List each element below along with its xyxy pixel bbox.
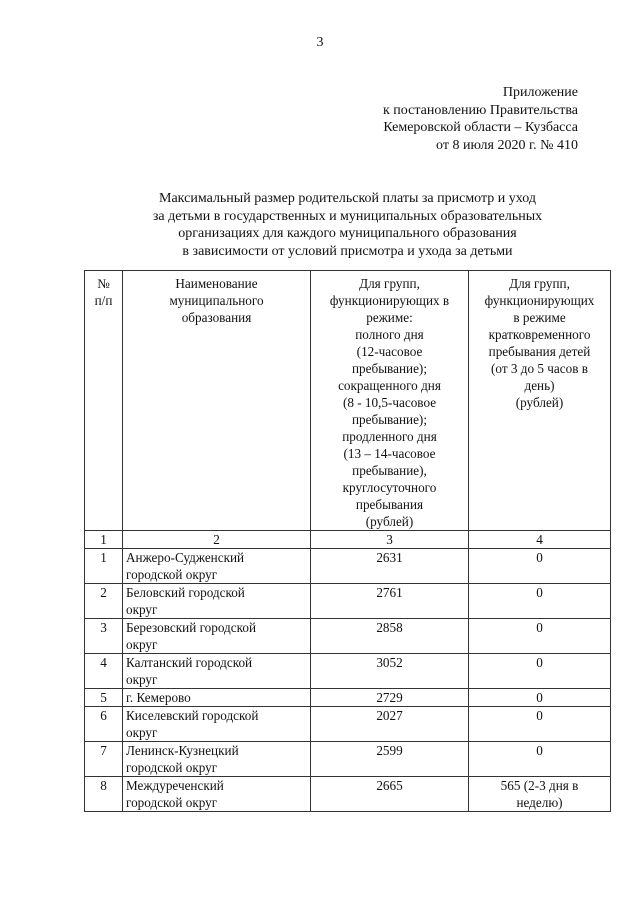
cell-line: (рублей) bbox=[515, 395, 564, 410]
cell-line: образования bbox=[181, 310, 252, 325]
header-full-day-groups bbox=[311, 271, 469, 531]
table-row bbox=[85, 742, 611, 777]
cell-line: круглосуточного bbox=[342, 480, 437, 495]
cell-line: функционирующих bbox=[484, 293, 595, 308]
cell-line: пребывания bbox=[355, 497, 424, 512]
row-number: 1 bbox=[85, 549, 123, 584]
cell-line: (от 3 до 5 часов в bbox=[491, 361, 588, 376]
cell-line: (12-часовое bbox=[356, 344, 423, 359]
cell-line: № bbox=[97, 276, 110, 291]
appendix-line: Приложение bbox=[502, 85, 578, 100]
cell-line: Березовский городской bbox=[126, 620, 257, 635]
cell-line: режиме: bbox=[366, 310, 413, 325]
table-row bbox=[85, 707, 611, 742]
row-number: 8 bbox=[85, 777, 123, 812]
header-number bbox=[85, 271, 123, 531]
cell-line: функционирующих в bbox=[329, 293, 450, 308]
full-day-fee: 2665 bbox=[311, 777, 469, 812]
cell-line: 0 bbox=[536, 550, 543, 565]
full-day-fee: 2858 bbox=[311, 619, 469, 654]
cell-line: г. Кемерово bbox=[126, 690, 191, 705]
municipality-name bbox=[123, 549, 311, 584]
table-header bbox=[85, 271, 611, 531]
table-row bbox=[85, 654, 611, 689]
column-index: 1 bbox=[85, 531, 123, 549]
cell-line: 0 bbox=[536, 690, 543, 705]
appendix-line: Кемеровской области – Кузбасса bbox=[383, 120, 578, 135]
header-short-stay-groups bbox=[469, 271, 611, 531]
short-stay-fee bbox=[469, 584, 611, 619]
short-stay-fee bbox=[469, 707, 611, 742]
row-number: 7 bbox=[85, 742, 123, 777]
municipality-name bbox=[123, 654, 311, 689]
cell-line: округ bbox=[126, 725, 158, 740]
municipality-name bbox=[123, 619, 311, 654]
full-day-fee: 2761 bbox=[311, 584, 469, 619]
header-municipality bbox=[123, 271, 311, 531]
column-index: 4 bbox=[469, 531, 611, 549]
cell-line: округ bbox=[126, 637, 158, 652]
cell-line: городской округ bbox=[126, 567, 218, 582]
cell-line: пребывание), bbox=[352, 463, 427, 478]
cell-line: муниципального bbox=[169, 293, 264, 308]
cell-line: городской округ bbox=[126, 760, 218, 775]
cell-line: пребывание); bbox=[351, 361, 427, 376]
short-stay-fee bbox=[469, 742, 611, 777]
page-number: 3 bbox=[316, 35, 324, 50]
cell-line: (13 – 14-часовое bbox=[343, 446, 436, 461]
full-day-fee: 2599 bbox=[311, 742, 469, 777]
row-number: 6 bbox=[85, 707, 123, 742]
short-stay-fee bbox=[469, 619, 611, 654]
cell-line: Ленинск-Кузнецкий bbox=[126, 743, 239, 758]
cell-line: Для групп, bbox=[359, 276, 420, 291]
cell-line: кратковременного bbox=[488, 327, 591, 342]
cell-line: 0 bbox=[536, 743, 543, 758]
cell-line: неделю) bbox=[516, 795, 563, 810]
short-stay-fee bbox=[469, 549, 611, 584]
table-row bbox=[85, 689, 611, 707]
cell-line: Киселевский городской bbox=[126, 708, 259, 723]
row-number: 4 bbox=[85, 654, 123, 689]
table-row bbox=[85, 619, 611, 654]
column-index: 3 bbox=[311, 531, 469, 549]
cell-line: сокращенного дня bbox=[338, 378, 441, 393]
cell-line: пребывания детей bbox=[488, 344, 591, 359]
table-row bbox=[85, 777, 611, 812]
table-row bbox=[85, 549, 611, 584]
cell-line: п/п bbox=[94, 293, 113, 308]
fee-table bbox=[84, 270, 611, 812]
full-day-fee: 3052 bbox=[311, 654, 469, 689]
cell-line: Междуреченский bbox=[126, 778, 224, 793]
cell-line: 565 (2-3 дня в bbox=[500, 778, 579, 793]
cell-line: Наименование bbox=[175, 276, 258, 291]
municipality-name bbox=[123, 689, 311, 707]
appendix-line: к постановлению Правительства bbox=[382, 102, 578, 118]
full-day-fee: 2027 bbox=[311, 707, 469, 742]
cell-line: Калтанский городской bbox=[126, 655, 253, 670]
municipality-name bbox=[123, 707, 311, 742]
cell-line: Для групп, bbox=[509, 276, 570, 291]
short-stay-fee bbox=[469, 654, 611, 689]
municipality-name bbox=[123, 584, 311, 619]
full-day-fee: 2631 bbox=[311, 549, 469, 584]
cell-line: день) bbox=[524, 378, 555, 393]
column-index-row bbox=[85, 531, 611, 549]
municipality-name bbox=[123, 742, 311, 777]
row-number: 3 bbox=[85, 619, 123, 654]
cell-line: Беловский городской bbox=[126, 585, 245, 600]
document-title bbox=[85, 190, 610, 260]
cell-line: продленного дня bbox=[342, 429, 437, 444]
cell-line: (8 - 10,5-часовое bbox=[342, 395, 437, 410]
cell-line: 0 bbox=[536, 708, 543, 723]
column-index: 2 bbox=[123, 531, 311, 549]
row-number: 5 bbox=[85, 689, 123, 707]
cell-line: 0 bbox=[536, 585, 543, 600]
appendix-line: от 8 июля 2020 г. № 410 bbox=[436, 137, 578, 153]
cell-line: округ bbox=[126, 602, 158, 617]
cell-line: 0 bbox=[536, 655, 543, 670]
title-line: Максимальный размер родительской платы за присмотр и уход bbox=[159, 191, 536, 206]
cell-line: 0 bbox=[536, 620, 543, 635]
appendix-block bbox=[383, 84, 578, 154]
short-stay-fee bbox=[469, 689, 611, 707]
cell-line: округ bbox=[126, 672, 158, 687]
municipality-name bbox=[123, 777, 311, 812]
cell-line: в режиме bbox=[513, 310, 566, 325]
short-stay-fee bbox=[469, 777, 611, 812]
cell-line: полного дня bbox=[355, 327, 424, 342]
title-line: организациях для каждого муниципального образования bbox=[178, 226, 517, 241]
full-day-fee: 2729 bbox=[311, 689, 469, 707]
cell-line: (рублей) bbox=[365, 514, 414, 529]
title-line: за детьми в государственных и муниципальных образовательных bbox=[152, 208, 543, 224]
table-body bbox=[85, 531, 611, 812]
cell-line: Анжеро-Судженский bbox=[126, 550, 245, 565]
table-row bbox=[85, 584, 611, 619]
header-row bbox=[85, 271, 611, 531]
title-line: в зависимости от условий присмотра и ухода за детьми bbox=[182, 243, 513, 259]
row-number: 2 bbox=[85, 584, 123, 619]
cell-line: пребывание); bbox=[351, 412, 427, 427]
cell-line: городской округ bbox=[126, 795, 218, 810]
